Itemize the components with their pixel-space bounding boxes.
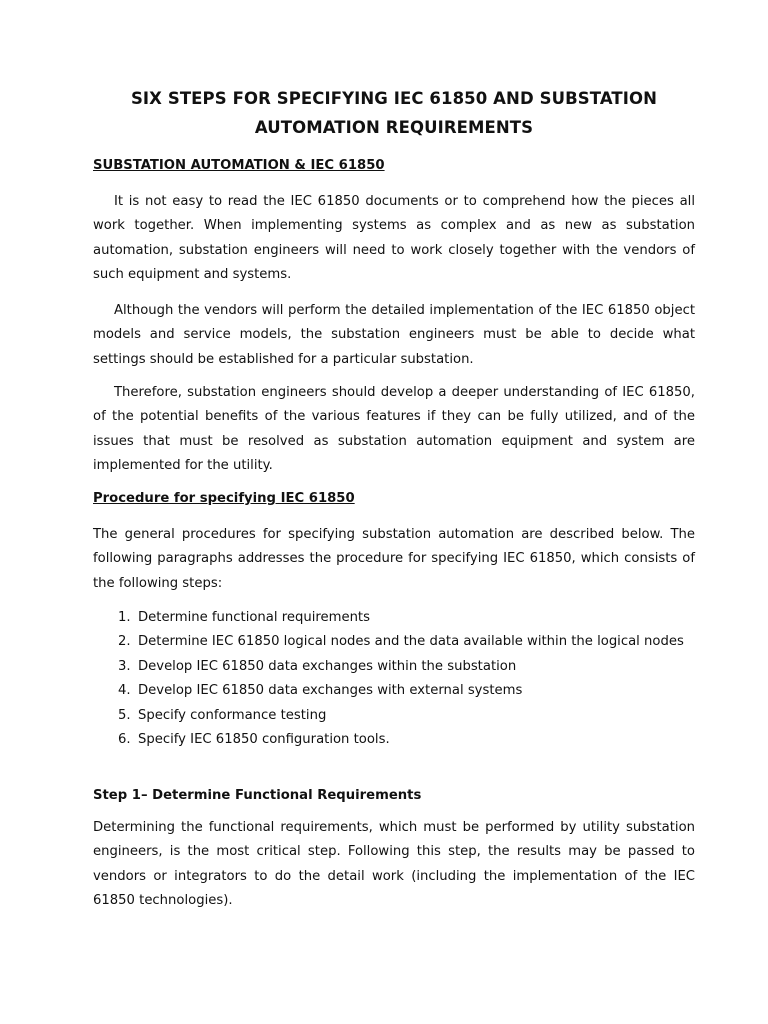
section-heading-procedure: Procedure for specifying IEC 61850 xyxy=(93,491,355,506)
title-line-1: SIX STEPS FOR SPECIFYING IEC 61850 AND SUBSTATION xyxy=(130,89,658,108)
paragraph-therefore: Therefore, substation engineers should develop a deeper understanding of IEC 61850, of the potential benefits of the various features if they can be fully utilized, and of the issues that must be resolved as substation automation equipment and system are implemented for the utility. xyxy=(93,385,695,474)
list-item: 6. Specify IEC 61850 configuration tools. xyxy=(118,732,390,748)
list-item: 3. Develop IEC 61850 data exchanges within the substation xyxy=(118,658,517,674)
steps-list xyxy=(93,606,695,752)
list-item: 5. Specify conformance testing xyxy=(118,707,327,723)
title-line-2: AUTOMATION REQUIREMENTS xyxy=(254,118,534,137)
step-1-heading: Step 1– Determine Functional Requirements xyxy=(93,788,422,803)
paragraph-procedure-intro: The general procedures for specifying substation automation are described below. The following paragraphs addresses the procedure for specifying IEC 61850, which consists of the following steps: xyxy=(93,527,695,591)
list-item: 1. Determine functional requirements xyxy=(118,610,370,625)
list-item: 4. Develop IEC 61850 data exchanges with external systems xyxy=(118,683,523,699)
paragraph-step-1: Determining the functional requirements, which must be performed by utility substation engineers, is the most critical step. Following this step, the results may be passed to vendors or integrators to do the detail work (including the implementation of the IEC 61850 technologies). xyxy=(93,820,695,909)
paragraph-vendors: Although the vendors will perform the detailed implementation of the IEC 61850 object models and service models, the substation engineers must be able to decide what settings should be established for a particular substation. xyxy=(93,303,695,367)
list-item: 2. Determine IEC 61850 logical nodes and the data available within the logical nodes xyxy=(118,634,684,650)
section-heading-substation-automation: SUBSTATION AUTOMATION & IEC 61850 xyxy=(93,158,385,173)
document-title xyxy=(93,84,695,142)
paragraph-intro: It is not easy to read the IEC 61850 documents or to comprehend how the pieces all work together. When implementing systems as complex and as new as substation automation, substation engineers will need to work closely together with the vendors of such equipment and systems. xyxy=(93,194,695,283)
